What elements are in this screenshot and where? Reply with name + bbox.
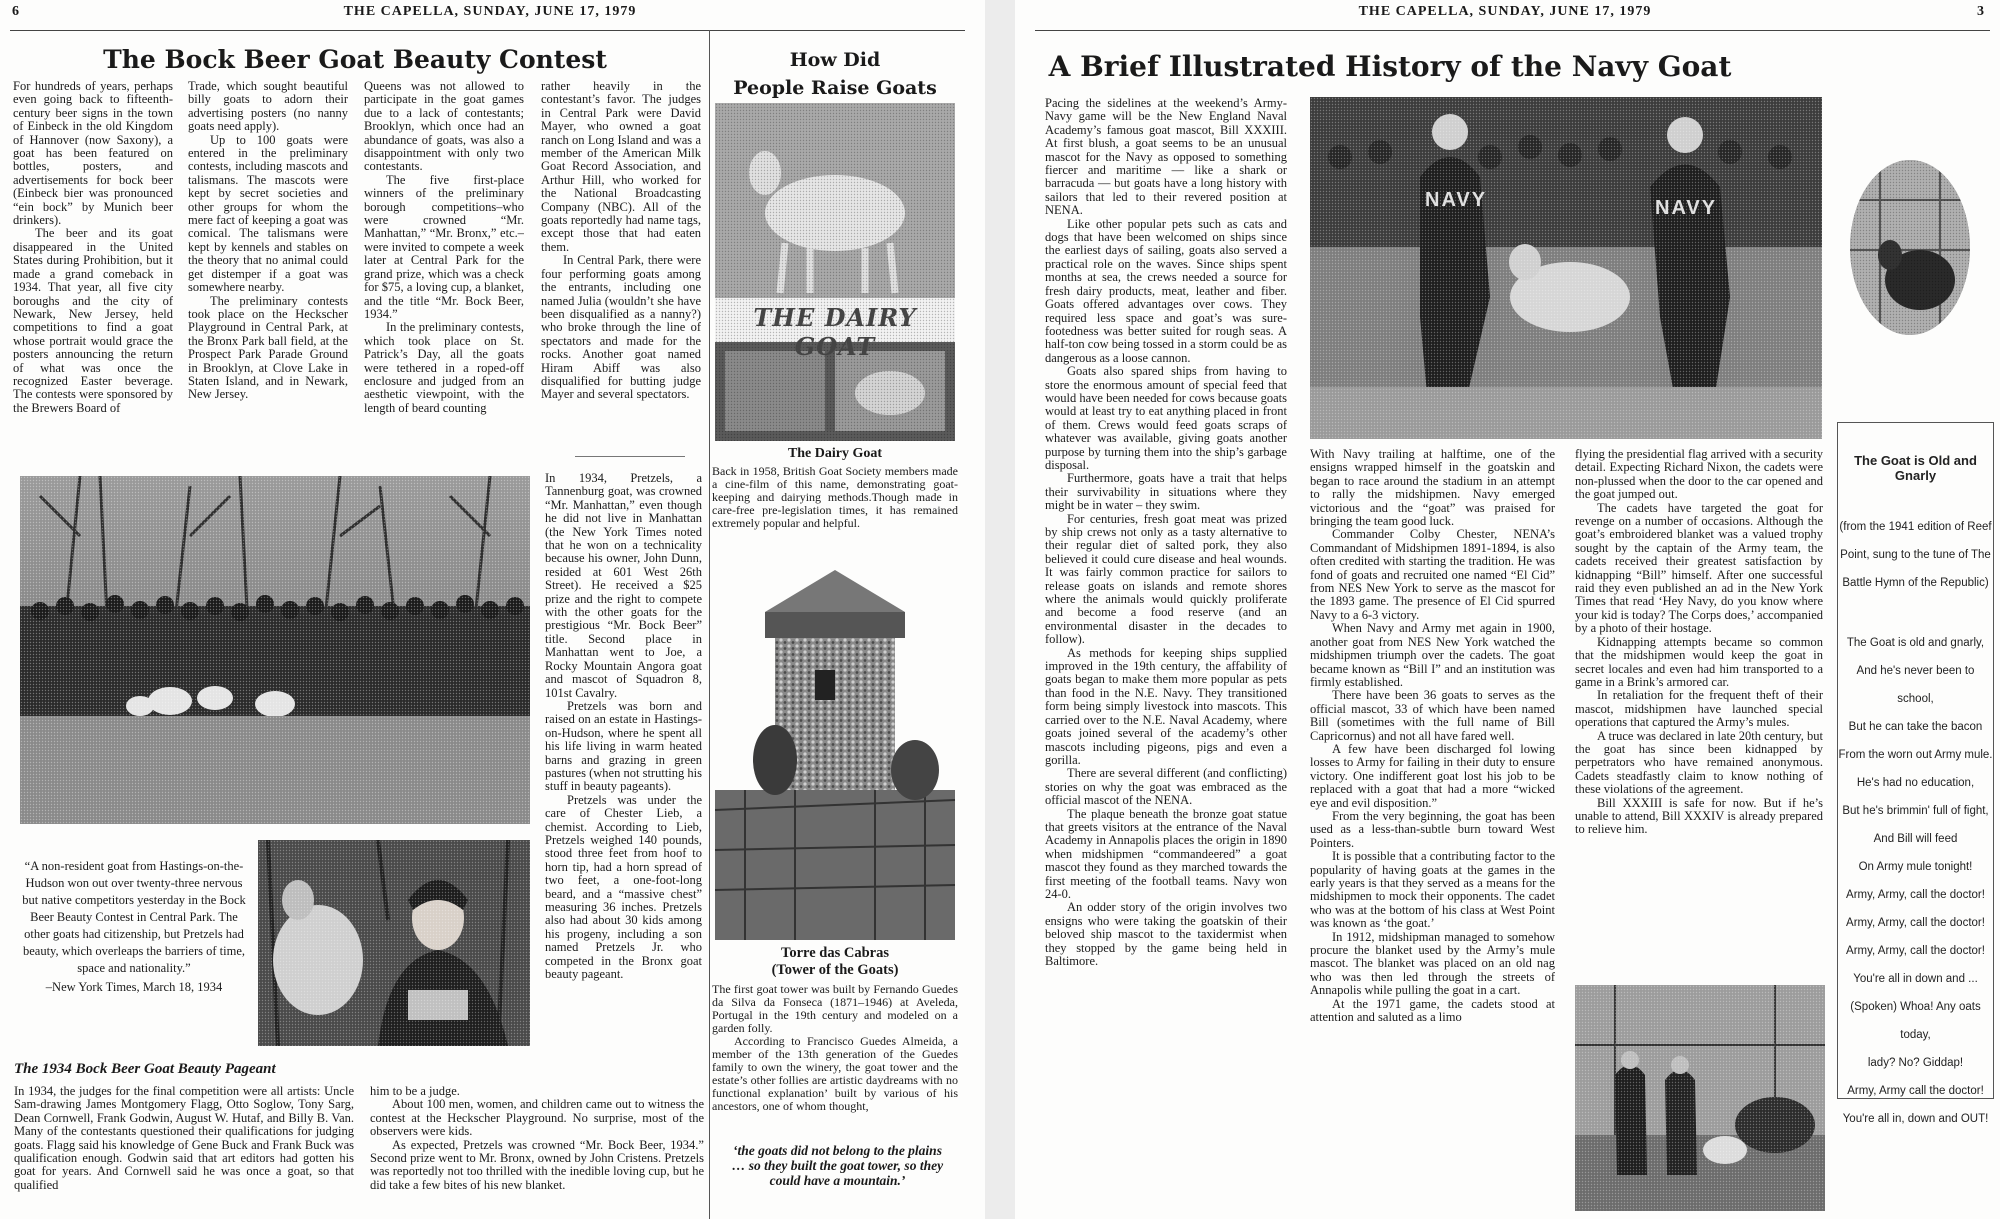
tower-text: [712, 983, 958, 1138]
song-line: (Spoken) Whoa! Any oats today,: [1850, 1001, 1981, 1041]
masthead: THE CAPELLA, SUNDAY, JUNE 17, 1979: [1358, 4, 1652, 19]
song-line: But he's brimmin' full of fight,: [1842, 805, 1989, 817]
song-line: Army, Army, call the doctor!: [1846, 889, 1985, 901]
paragraph: flying the presidential flag arrived with a security detail. Expecting Richard Nixon, the cadets were non-plussed when the door to the car opened and the goat jumped out.: [1575, 448, 1823, 502]
dairy-goat-banner: THE DAIRY GOAT: [753, 303, 917, 361]
paragraph: About 100 men, women, and children came out to witness the contest at the Heckscher Playground. No surprise, most of the observers were kids.: [370, 1097, 704, 1139]
song-line: You're all in, down and OUT!: [1842, 1113, 1989, 1125]
paragraph: Back in 1958, British Goat Society members made a cine-film of this name, demonstrating goat-keeping and dairying methods.Though made in care-free pre-legislation times, it has remained extremely popular and helpful.: [712, 465, 958, 530]
song-line: And he's never been to school,: [1856, 665, 1975, 705]
song-box: [1837, 422, 1994, 1125]
paragraph: An odder story of the origin involves two ensigns who were taking the goatskin of their beloved ship mascot to the taxidermist when they stopped by the game being held in Baltimore.: [1045, 900, 1287, 968]
song-subtitle-line: Point, sung to the tune of The: [1840, 549, 1991, 561]
main-title: The Bock Beer Goat Beauty Contest: [103, 45, 607, 74]
paragraph: At the 1971 game, the cadets stood at attention and saluted as a limo: [1310, 996, 1555, 1025]
masthead: THE CAPELLA, SUNDAY, JUNE 17, 1979: [343, 4, 637, 19]
article-column-3: [364, 80, 524, 462]
paragraph: In the preliminary contests, which took place on St. Patrick’s Day, all the goats were tethered in a roped-off enclosure and judged from an aesthetic viewpoint, with the length of beard counting: [364, 320, 524, 415]
paragraph: Pacing the sidelines at the weekend’s Army-Navy game will be the New England Naval Academy’s famous goat mascot, Bill XXXIII. At first blush, a goat seems to be an unusual mascot for the Navy as opposed to something fiercer and maritime — like a shark or barracuda — but goats have a long history with sailors that led to their revered position at NENA.: [1045, 97, 1287, 218]
quote-text: “A non-resident goat from Hastings-on-the-Hudson won out over twenty-three nervous but native competitors yesterday in the Bock Beer Beauty Contest in Central Park. The other goats had citizenship, but Pretzels had beauty, which overleaps the barriers of time, space and nationality.”: [22, 859, 246, 975]
woman-with-goat-image: [258, 840, 530, 1046]
paragraph: In 1912, midshipman managed to somehow procure the blanket used by the Army’s mule mascot. The blanket was placed on an old nag who was then led through the streets of Annapolis while pulling the goat in a cart.: [1310, 929, 1555, 998]
tower-caption: [715, 945, 955, 979]
paragraph: As expected, Pretzels was crowned “Mr. Bock Beer, 1934.” Second prize went to Mr. Bronx, owned by John Cristens. Pretzels was reportedly not too thrilled with the inedible loving cup, but he did take a few bites of his new blanket.: [370, 1137, 704, 1192]
newspaper-quote: [18, 858, 250, 996]
page-number: 3: [1977, 4, 1985, 19]
navy-goat-photo: [1310, 97, 1822, 439]
article-column-2: [1310, 448, 1555, 1213]
pageant-heading: The 1934 Bock Beer Goat Beauty Pageant: [14, 1061, 276, 1077]
right-page-header: [1015, 0, 2000, 30]
paragraph: The plaque beneath the bronze goat statue that greets visitors at the entrance of the Naval Academy in Annapolis places the origin in 1890 when midshipmen “commandeered” a goat mascot they found as they marched towards the first meeting of the football teams. Navy won 24-0.: [1045, 806, 1287, 901]
paragraph: him to be a judge.: [370, 1085, 460, 1098]
paragraph: A few have been discharged fol lowing losses to Army for failing in their duty to ensure victory. One indifferent goat lost his job to be replaced with a goat that had a more “wicked eye and evil disposition.”: [1310, 741, 1555, 810]
paragraph: The five first-place winners of the preliminary borough competitions–who were crowned “Mr. Manhattan,” “Mr. Bronx,” etc.–were invited to compete a week later at Central Park for the grand prize, which was a check for $75, a loving cup, a blanket, and the title “Mr. Bock Beer, 1934.”: [364, 172, 524, 321]
dairy-goat-caption: The Dairy Goat: [787, 446, 883, 461]
song-line: Army, Army call the doctor!: [1847, 1085, 1984, 1097]
song-line: Army, Army, call the doctor!: [1846, 945, 1985, 957]
paragraph: For centuries, fresh goat meat was prized by ship crews not only as a tasty alternative to their regular diet of salted pork, they also believed it could cure disease and heal wounds. It was fairly common practice for sailors to release goats on islands and remote shores where the animals would quickly proliferate and become a food reserve (and an environmental disaster in the decades to follow).: [1045, 511, 1287, 647]
header-rule: [1035, 30, 1990, 31]
song-title: The Goat is Old and Gnarly: [1854, 453, 1977, 483]
page-gutter: [985, 0, 1015, 1219]
paragraph: There are several different (and conflicting) stories on why the goat was embraced as the official mascot of the NENA.: [1045, 766, 1287, 808]
main-title: A Brief Illustrated History of the Navy Goat: [1048, 50, 1732, 83]
jersey-text-right: NAVY: [1655, 197, 1718, 219]
paragraph: Up to 100 goats were entered in the preliminary contests, including mascots and talismans. The mascots were kept by secret societies and other groups for whom the mere fact of keeping a goat was comical. The talismans were kept by kennels and stables on the theory that no animal could get distemper if a goat was somewhere nearby.: [188, 132, 348, 295]
paragraph: From the very beginning, the goat has been used as a less-than-subtle burn toward West Pointers.: [1310, 808, 1555, 850]
sidebar-title: [715, 46, 955, 102]
song-line: From the worn out Army mule.: [1838, 749, 1993, 761]
left-page-header: [0, 0, 985, 30]
sidebar-title-line: How Did: [789, 49, 881, 71]
song-line: The Goat is old and gnarly,: [1846, 637, 1985, 649]
right-page: [1015, 0, 2000, 1219]
paragraph: It is possible that a contributing factor to the popularity of having goats at the games in the early years is that they served as a means for the midshipmen to mock their opponents. The cadet who was at the bottom of his class at West Point was known as ‘the goat.’: [1310, 849, 1555, 931]
paragraph: According to Francisco Guedes Almeida, a member of the 13th generation of the Guedes family to own the winery, the goat tower and the estate’s other follies are artistic daydreams with no functional explanation’ built by various of his ancestors, one of whom thought,: [712, 1034, 958, 1113]
header-rule: [10, 30, 965, 31]
dairy-goat-poster-image: [715, 103, 955, 441]
jersey-text-left: NAVY: [1425, 189, 1488, 211]
song-line: He's had no education,: [1856, 777, 1975, 789]
article-column-2: [188, 80, 348, 462]
crowd-photo: [20, 476, 530, 824]
article-column-4b: [545, 472, 702, 1052]
sidebar-title-line: People Raise Goats: [733, 77, 937, 99]
pageant-column-2: [370, 1085, 704, 1219]
paragraph: The first goat tower was built by Fernando Guedes da Silva da Fonseca (1871–1946) at Aveleda, Portugal in the 19th century and modeled on a garden folly.: [712, 983, 958, 1035]
intro-column: [1045, 97, 1287, 1209]
goat-tower-image: [715, 560, 955, 940]
song-subtitle-line: (from the 1941 edition of Reef: [1839, 521, 1992, 533]
oval-goat-photo: [1850, 160, 1970, 335]
left-page: [0, 0, 985, 1219]
paragraph: In 1934, the judges for the final competition were all artists: Uncle Sam-drawing James Montgomery Flagg, Otto Soglow, Tony Sarg, Dean Cornwell, Frank Godwin, August W. Hutaf, and Billy B. Van. Many of the contestants questioned their qualifications for judging goats. Flagg said his knowledge of Gene Buck and Frank Buck was qualification enough. Godwin said that art editors had gotten his goat for years. And Cornwell said he was once a goat, so that qualified: [14, 1085, 354, 1192]
paragraph: Bill XXXIII is safe for now. But if he’s unable to attend, Bill XXXIV is already prepared to relieve him.: [1575, 795, 1823, 837]
paragraph: Goats also spared ships from having to store the enormous amount of special feed that would have been needed for cows because goats would at least try to eat anything placed in front of them. Crews would feed goats scraps of whatever was available, giving goats another purpose by turning them into the ship’s garbage disposal.: [1045, 364, 1287, 472]
column-divider: [709, 30, 710, 1219]
song-line: Army, Army, call the doctor!: [1846, 917, 1985, 929]
paragraph: Queens was not allowed to participate in the goat games due to a lack of contestants; Brooklyn, which once had an abundance of goats, was also a disappointment with only two contestants.: [364, 80, 524, 174]
bottom-goat-image: [1575, 985, 1825, 1211]
paragraph: There have been 36 goats to serves as the official mascot, 33 of which have been named Bill (sometimes with the full name of Bill Capricornus) and not all have fared well.: [1310, 688, 1555, 743]
navy-goat-image: [1310, 97, 1822, 439]
paragraph: Kidnapping attempts became so common that the midshipmen would keep the goat in secret locales and even had him transported to a game in a Brink’s armored car.: [1575, 634, 1823, 689]
song-subtitle-line: Battle Hymn of the Republic): [1842, 577, 1989, 589]
song-line: On Army mule tonight!: [1858, 861, 1973, 873]
pull-quote: ‘the goats did not belong to the plains … so they built the goat tower, so they could have a mountain.’: [731, 1143, 944, 1188]
song-line: But he can take the bacon: [1848, 721, 1983, 733]
paragraph: For hundreds of years, perhaps even going back to fifteenth-century beer signs in the town of Einbeck in the old Kingdom of Hannover (now Saxony), a goat has been featured on bottles, posters, and advertisements for bock beer (Einbeck bier was pronounced “ein bock” by Munich beer drinkers).: [13, 80, 173, 228]
quote-source: –New York Times, March 18, 1934: [45, 980, 223, 994]
article-column-3: [1575, 448, 1823, 978]
paragraph: A truce was declared in late 20th century, but the goat has since been kidnapped by perpetrators who have remained anonymous. Cadets steadfastly claim to know nothing of these violations of the agreement.: [1575, 728, 1823, 797]
paragraph: The beer and its goat disappeared in the United States during Prohibition, but it made a grand comeback in 1934. That year, all five city boroughs and the city of Newark, New Jersey, held competitions to find a goat whose portrait would grace the posters announcing the return of what was once the recognized Easter beverage. The contests were sponsored by the Brewers Board of: [13, 226, 173, 415]
paragraph: When Navy and Army met again in 1900, another goat from NES New York watched the midshipmen triumph over the cadets. The goat became known as “Bill I” and an institution was firmly established.: [1310, 621, 1555, 689]
paragraph: Like other popular pets such as cats and dogs that have been welcomed on ships since the earliest days of sailing, goats also served a practical role on the waves. Since ships spent months at sea, the crews needed a source for fresh dairy products, meat, leather and fiber. Goats offered advantages over cows. They required less space and goat’s was sure-footedness was better suited for rough seas. A half-ton cow being tossed in a storm could be as dangerous as a loose cannon.: [1045, 216, 1287, 365]
paragraph: Furthermore, goats have a trait that helps their survivability in situations where they might be in water – they swim.: [1045, 471, 1287, 513]
paragraph: Pretzels was under the care of Chester Lieb, a chemist. According to Lieb, Pretzels weighed 140 pounds, stood three feet from hoof to horn tip, had a horn spread of two feet, a one-foot-long beard, and a “massive chest” measuring 36 inches. Pretzels also had about 30 kids among his progeny, including a son named Pretzels Jr. who competed in the Bronx goat beauty pageant.: [545, 792, 702, 982]
dairy-goat-poster: [715, 103, 955, 441]
page-number: 6: [12, 4, 20, 19]
article-column-1: [13, 80, 173, 462]
song-line: And Bill will feed: [1873, 833, 1958, 845]
paragraph: With Navy trailing at halftime, one of the ensigns wrapped himself in the goatskin and began to race around the stadium in an attempt to rally the midshipmen. Navy emerged victorious and the “goat” was praised for bringing the team good luck.: [1310, 448, 1555, 529]
goat-tower-photo: [715, 560, 955, 940]
article-column-4: [541, 80, 701, 440]
paragraph: Commander Colby Chester, NENA’s Commandant of Midshipmen 1891-1894, is also often credited with starting the tradition. He was fond of goats and recruited one named “El Cid” from NES New York to serve as the mascot for the 1893 game. The presence of El Cid spurred Navy to a 6-3 victory.: [1310, 527, 1555, 622]
pageant-column-1: [14, 1085, 354, 1219]
crowd-photo-image: [20, 476, 530, 824]
song-line: You're all in down and ...: [1853, 973, 1978, 985]
paragraph: In Central Park, there were four performing goats among the entrants, including one named Julia (wouldn’t she have been disqualified as a nanny?) who broke through the line of spectators and made for the rocks. Another goat named Hiram Abiff was also disqualified for butting judge Mayer and several spectators.: [541, 253, 701, 402]
tower-caption-line: (Tower of the Goats): [771, 962, 899, 978]
bottom-goat-photo: [1575, 985, 1825, 1211]
oval-goat-image: [1850, 160, 1970, 335]
section-rule: [575, 456, 685, 457]
paragraph: In 1934, Pretzels, a Tannenburg goat, was crowned “Mr. Manhattan,” even though he did not live in Manhattan (the New York Times noted that he won on a technicality because his owner, John Dunn, resided at 601 West 26th Street). He received a $25 prize and the right to compete with the other goats for the prestigious “Mr. Bock Beer” title. Second place in Manhattan went to Joe, a Rocky Mountain Angora goat and mascot of Squadron 8, 101st Cavalry.: [545, 472, 702, 700]
paragraph: Trade, which sought beautiful billy goats to adorn their advertising posters (no nanny goats need apply).: [188, 80, 348, 134]
paragraph: The preliminary contests took place on the Heckscher Playground in Central Park, at the Bronx Park ball field, at the Prospect Park Parade Ground in Brooklyn, at Clove Lake in Staten Island, and in Newark, New Jersey.: [188, 293, 348, 402]
paragraph: Pretzels was born and raised on an estate in Hastings-on-Hudson, where he spent all his life living in warm heated barns and grazing in green pastures (when not strutting his stuff in beauty pageants).: [545, 698, 702, 794]
woman-with-goat-photo: [258, 840, 530, 1046]
dairy-goat-text: [712, 465, 958, 545]
paragraph: In retaliation for the frequent theft of their mascot, midshipmen have launched special operations that captured the Army’s mules.: [1575, 688, 1823, 730]
tower-caption-line: Torre das Cabras: [781, 945, 889, 961]
paragraph: The cadets have targeted the goat for revenge on a number of occasions. Although the goat’s embroidered blanket was a valued trophy sought by the captain of the Army team, the cadets received their greatest satisfaction by kidnapping “Bill” himself. After one successful raid they even published an ad in the New York Times that read ‘Hey Navy, do you know where your kid is today? The Corps does,’ accompanied by a photo of their hostage.: [1575, 500, 1823, 636]
paragraph: As methods for keeping ships supplied improved in the 19th century, the affability of goats began to make them more popular as pets than food in the N.E. Navy. They transitioned form being simply livestock into mascots. This carried over to the N.E. Naval Academy, where goats joined several of the academy’s other mascots including pigeons, pigs and even a gorilla.: [1045, 645, 1287, 767]
paragraph: rather heavily in the contestant’s favor. The judges in Central Park were David Mayer, who owned a goat ranch on Long Island and was a member of the American Milk Goat Record Association, and Arthur Hill, who worked for the National Broadcasting Company (NBC). All of the goats reportedly had name tags, except those that had eaten them.: [541, 80, 701, 254]
song-line: lady? No? Giddap!: [1867, 1057, 1964, 1069]
